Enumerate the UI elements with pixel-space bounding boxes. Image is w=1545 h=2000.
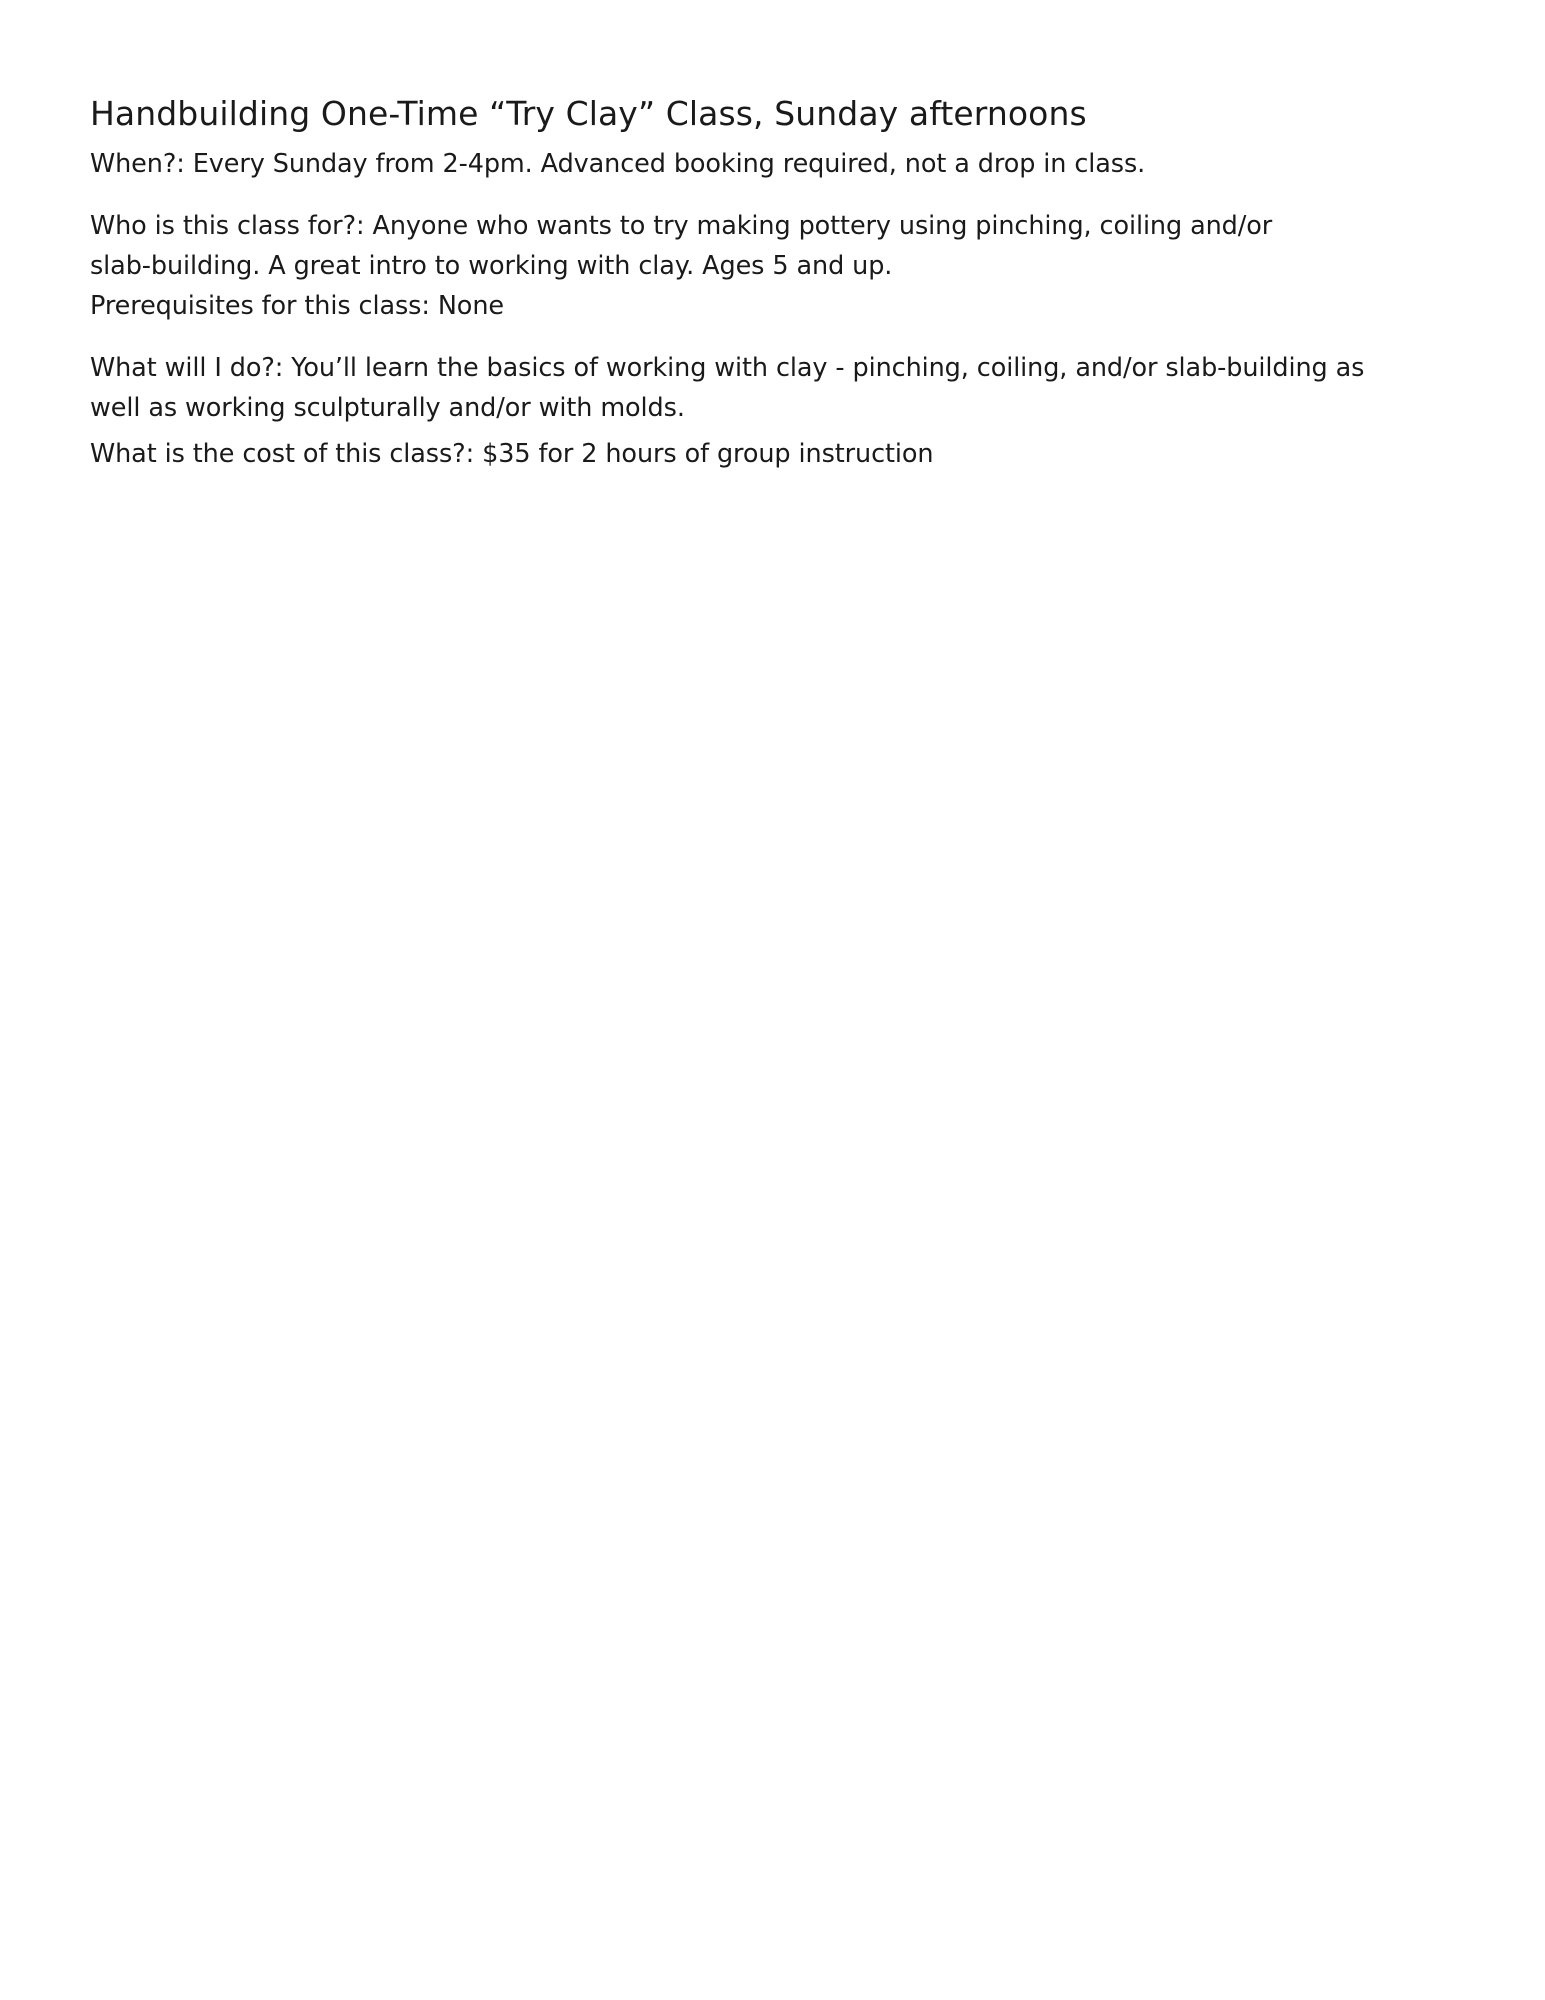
document-page bbox=[90, 92, 1460, 474]
what-do-line-1: What will I do?: You’ll learn the basics of working with clay - pinching, coiling, and/or slab-building as bbox=[90, 353, 1365, 383]
what-will-i-do-paragraph bbox=[90, 348, 1460, 428]
what-do-line-2: well as working sculpturally and/or with molds. bbox=[90, 393, 685, 423]
who-line-1: Who is this class for?: Anyone who wants to try making pottery using pinching, coiling and/or bbox=[90, 211, 1273, 241]
who-paragraph bbox=[90, 206, 1460, 286]
when-paragraph: When?: Every Sunday from 2-4pm. Advanced booking required, not a drop in class. bbox=[90, 149, 1146, 179]
page-title: Handbuilding One-Time “Try Clay” Class, Sunday afternoons bbox=[90, 94, 1087, 133]
cost-paragraph: What is the cost of this class?: $35 for 2 hours of group instruction bbox=[90, 439, 934, 469]
prerequisites-paragraph: Prerequisites for this class: None bbox=[90, 291, 504, 321]
who-line-2: slab-building. A great intro to working with clay. Ages 5 and up. bbox=[90, 251, 893, 281]
